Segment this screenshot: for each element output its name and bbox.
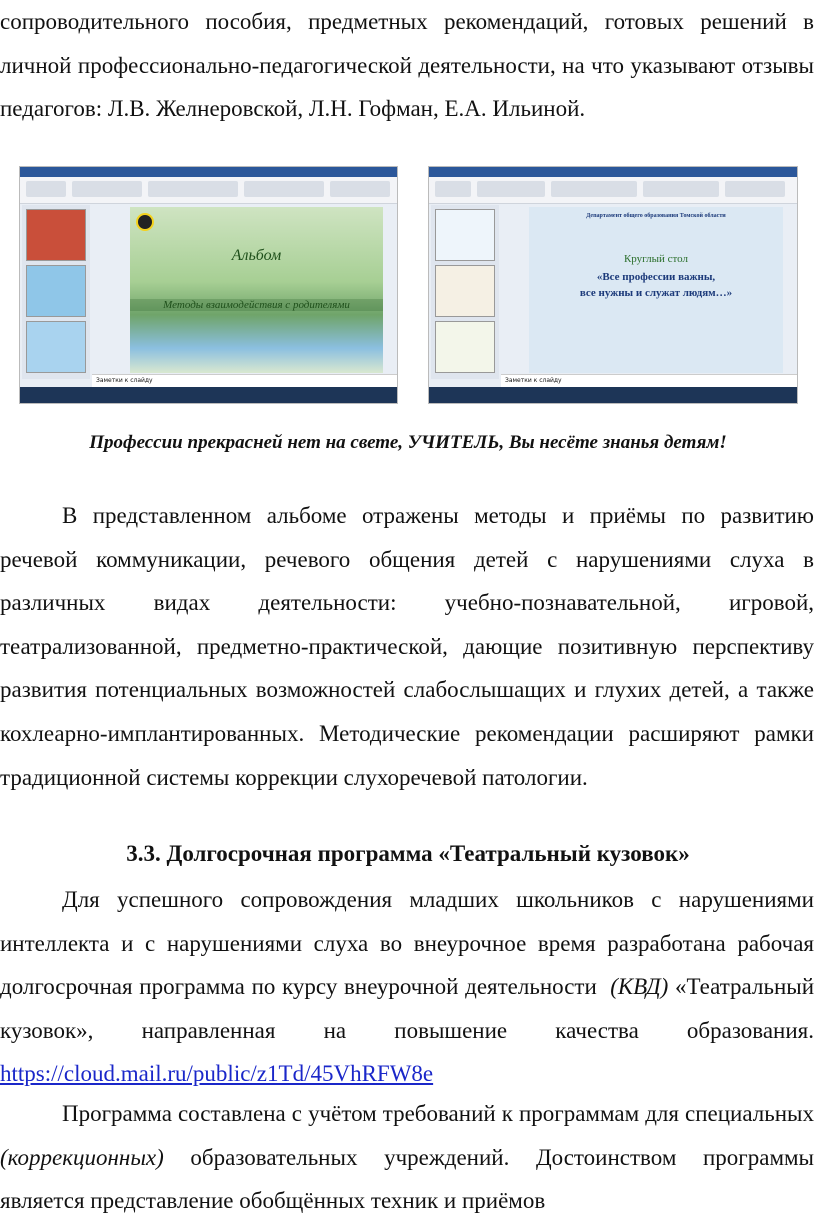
screenshot-round-table-presentation bbox=[428, 166, 798, 404]
slide-subtitle: Методы взаимодействия с родителями bbox=[130, 299, 383, 311]
cloud-link[interactable]: https://cloud.mail.ru/public/z1Td/45VhRFW8e bbox=[0, 1061, 434, 1087]
image-caption: Профессии прекрасней нет на свете, УЧИТЕЛЬ, Вы несёте знанья детям! bbox=[89, 432, 727, 453]
slide-thumbnails bbox=[22, 205, 90, 379]
screenshot-album-presentation bbox=[19, 166, 398, 404]
slide-title: Альбом bbox=[231, 247, 282, 264]
slide-title-line-2: все нужны и служат людям…» bbox=[579, 287, 733, 299]
taskbar bbox=[20, 387, 397, 403]
paragraph-requirements bbox=[0, 1092, 814, 1223]
slide-kind: Круглый стол bbox=[623, 253, 689, 265]
ribbon bbox=[429, 167, 797, 204]
section-heading: 3.3. Долгосрочная программа «Театральный кузовок» bbox=[126, 841, 690, 866]
taskbar bbox=[429, 387, 797, 403]
program-text-cont: «Театральный кузовок», направленная на повышение качества образования. bbox=[0, 974, 815, 1043]
program-text: Для успешного сопровождения младших школьников с нарушениями интеллекта и с нарушениями слуха во внеурочное время разработана рабочая долгосрочная программа по курсу внеурочной деятельности bbox=[0, 887, 814, 1000]
ribbon bbox=[20, 167, 397, 204]
paragraph-program bbox=[0, 878, 814, 1096]
slide-thumbnails bbox=[431, 205, 499, 379]
notes-pane: Заметки к слайду bbox=[92, 374, 397, 387]
requirements-text: Программа составлена с учётом требований к программам для специальных bbox=[62, 1101, 814, 1126]
italic-term: (коррекционных) bbox=[0, 1144, 164, 1170]
paragraph-intro: сопроводительного пособия, предметных рекомендаций, готовых решений в личной профессионально-педагогической деятельности, на что указывают отзывы педагогов: Л.В. Желнеровской, Л.Н. Гофман, Е.А. Ильиной. bbox=[0, 9, 814, 122]
round-table-slide bbox=[529, 207, 783, 373]
slide-header: Департамент общего образования Томской области bbox=[586, 213, 726, 219]
requirements-text-cont: образовательных учреждений. Достоинством программы является представление обобщённых техник и приёмов bbox=[0, 1144, 815, 1214]
paragraph-album: В представленном альбоме отражены методы и приёмы по развитию речевой коммуникации, речевого общения детей с нарушениями слуха в различных видах деятельности: учебно-познавательной, игровой, театрализованной, предметно-практической, дающие позитивную перспективу развития потенциальных возможностей слабослышащих и глухих детей, а также кохлеарно-имплантированных. Методические рекомендации расширяют рамки традиционной системы коррекции слухоречевой патологии. bbox=[0, 503, 814, 790]
album-slide bbox=[130, 207, 383, 373]
notes-pane: Заметки к слайду bbox=[501, 374, 797, 387]
logo-icon bbox=[136, 213, 154, 231]
slide-title-line-1: «Все профессии важны, bbox=[596, 271, 716, 283]
abbreviation: (КВД) bbox=[610, 974, 669, 1000]
